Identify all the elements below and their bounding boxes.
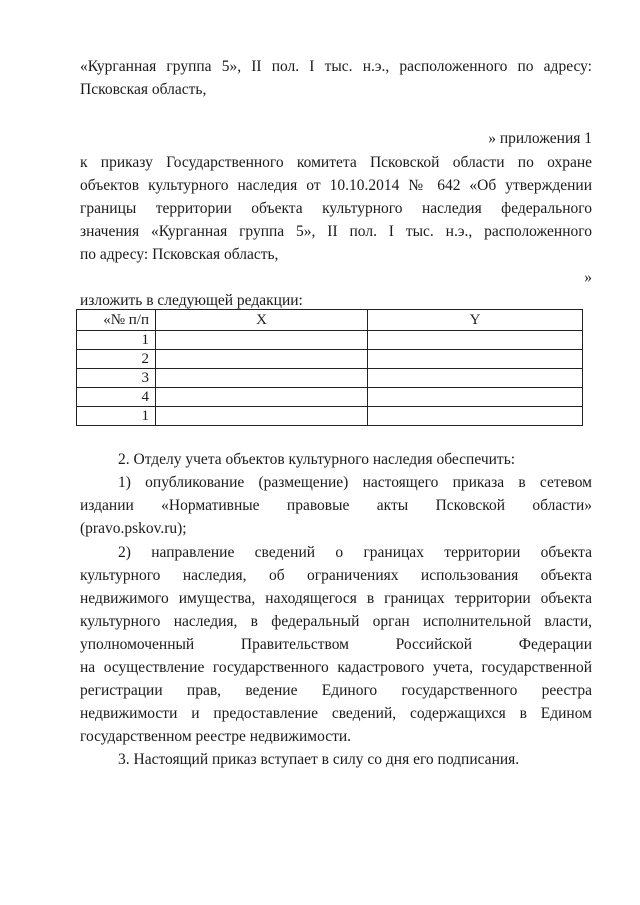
table-header-row (77, 310, 583, 331)
row-number: 1 (77, 331, 156, 350)
row-y (368, 388, 583, 407)
item2-sub2-line-2: культурного наследия, об ограничениях использования объекта (80, 567, 592, 584)
header-y: Y (368, 310, 583, 331)
row-y (368, 350, 583, 369)
header-x: X (156, 310, 368, 331)
coordinates-table (76, 309, 583, 426)
table-row (77, 407, 583, 426)
row-number: 2 (77, 350, 156, 369)
row-y (368, 407, 583, 426)
header-line-2: Псковская область, (80, 81, 207, 98)
item2-sub1-line-1: 1) опубликование (размещение) настоящего приказа в сетевом (118, 474, 592, 491)
row-number: 4 (77, 388, 156, 407)
row-number: 3 (77, 369, 156, 388)
appendix-close-quote: » (584, 269, 592, 286)
item2-sub2-line-8: недвижимости и предоставление сведений, содержащихся в Едином (80, 705, 592, 722)
item2-sub2-line-9: государственном реестре недвижимости. (80, 728, 352, 745)
row-number: 1 (77, 407, 156, 426)
row-x (156, 331, 368, 350)
row-x (156, 407, 368, 426)
row-y (368, 369, 583, 388)
table-row (77, 331, 583, 350)
header-number: «№ п/п (77, 310, 156, 331)
item2-sub2-line-5: уполномоченный Правительством Российской Федерации (80, 636, 592, 653)
appendix-line-3: объектов культурного наследия от 10.10.2014 № 642 «Об утверждении (80, 177, 592, 194)
table-row (77, 350, 583, 369)
item2-heading: 2. Отделу учета объектов культурного наследия обеспечить: (118, 451, 516, 468)
item3-line: 3. Настоящий приказ вступает в силу со дня его подписания. (118, 751, 520, 768)
table-row (77, 388, 583, 407)
header-line-1: «Курганная группа 5», II пол. I тыс. н.э., расположенного по адресу: (80, 58, 592, 75)
row-x (156, 350, 368, 369)
table-row (77, 369, 583, 388)
item2-sub2-line-6: на осуществление государственного кадастрового учета, государственной (80, 659, 592, 676)
appendix-line-4: границы территории объекта культурного наследия федерального (80, 200, 592, 217)
row-x (156, 388, 368, 407)
row-x (156, 369, 368, 388)
appendix-line-2: к приказу Государственного комитета Псковской области по охране (80, 154, 592, 171)
item2-sub1-line-2: издании «Нормативные правовые акты Псковской области» (80, 497, 592, 514)
item2-sub2-line-3: недвижимого имущества, находящегося в границах территории объекта (80, 590, 592, 607)
item2-sub1-line-3: (pravo.pskov.ru); (80, 520, 187, 537)
item2-sub2-line-4: культурного наследия, в федеральный орган исполнительной власти, (80, 613, 592, 630)
appendix-line-6: по адресу: Псковская область, (80, 246, 279, 263)
row-y (368, 331, 583, 350)
appendix-line-5: значения «Курганная группа 5», II пол. I тыс. н.э., расположенного (80, 223, 592, 240)
item2-sub2-line-1: 2) направление сведений о границах территории объекта (118, 544, 592, 561)
appendix-line-1: » приложения 1 (488, 130, 592, 147)
item2-sub2-line-7: регистрации прав, ведение Единого государственного реестра (80, 682, 592, 699)
appendix-line-7: изложить в следующей редакции: (80, 292, 303, 309)
